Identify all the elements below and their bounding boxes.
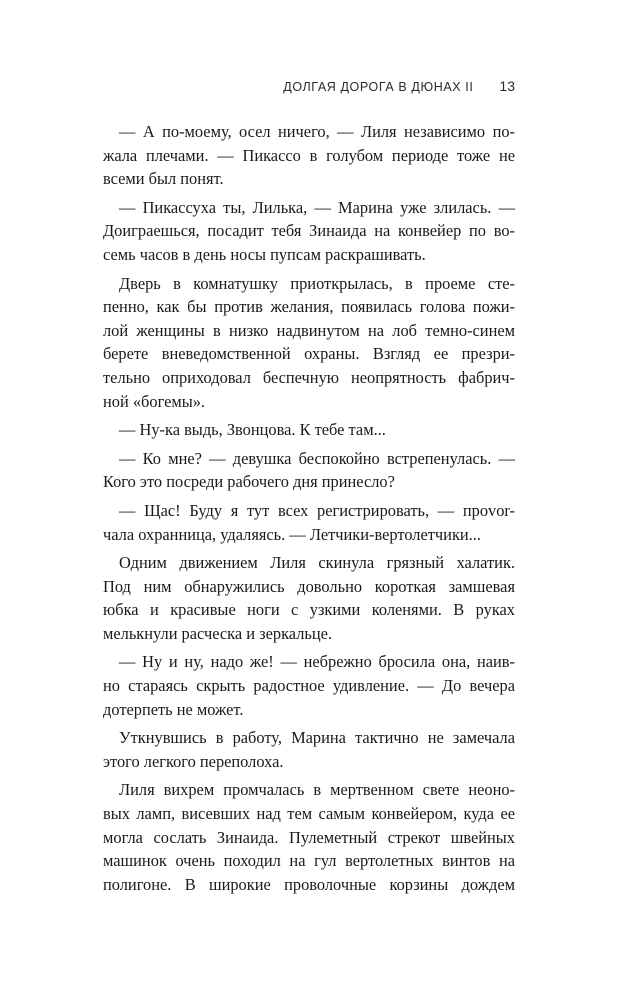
body-text (103, 120, 515, 901)
text-line: ной «богемы». (103, 391, 206, 411)
page-number: 13 (499, 78, 515, 94)
text-line: — Ну и ну, надо же! — небрежно бросила она, наив- (119, 652, 515, 672)
text-line: этого легкого переполоха. (103, 751, 284, 771)
paragraph (103, 778, 515, 896)
text-line: лой женщины в низко надвинутом на лоб темно-синем (103, 320, 515, 340)
text-line: — Ну-ка выдь, Звонцова. К тебе там... (119, 420, 386, 440)
paragraph (103, 499, 515, 546)
text-line: юбка и красивые ноги с узкими коленями. В руках (103, 600, 515, 620)
text-line: Кого это посреди рабочего дня принесло? (103, 472, 395, 492)
text-line: берете вневедомственной охраны. Взгляд ее презри- (103, 344, 515, 364)
paragraph (103, 418, 515, 442)
text-line: — Ко мне? — девушка беспокойно встрепенулась. — (119, 448, 515, 468)
running-head-title: ДОЛГАЯ ДОРОГА В ДЮНАХ II (283, 80, 474, 94)
text-line: Дверь в комнатушку приоткрылась, в проеме сте- (119, 273, 515, 293)
text-line: вых ламп, висевших над тем самым конвейером, куда ее (103, 804, 515, 824)
text-line: но стараясь скрыть радостное удивление. — До вечера (103, 676, 515, 696)
paragraph (103, 272, 515, 414)
paragraph (103, 447, 515, 494)
text-line: Лиля вихрем промчалась в мертвенном свете неоно- (119, 780, 515, 800)
text-line: могла сослать Зинаида. Пулеметный стрекот швейных (103, 827, 515, 847)
paragraph (103, 196, 515, 267)
text-line: Уткнувшись в работу, Марина тактично не замечала (119, 728, 515, 748)
paragraph (103, 650, 515, 721)
text-line: всеми был понят. (103, 169, 224, 189)
text-line: Одним движением Лиля скинула грязный халатик. (119, 553, 515, 573)
running-head (283, 78, 515, 94)
text-line: полигоне. В широкие проволочные корзины дождем (103, 874, 515, 894)
text-line: машинок очень походил на гул вертолетных винтов на (103, 851, 515, 871)
text-line: Под ним обнаружились довольно короткая замшевая (103, 576, 515, 596)
text-line: жала плечами. — Пикассо в голубом периоде тоже не (103, 145, 515, 165)
paragraph (103, 551, 515, 645)
text-line: чала охранница, удаляясь. — Летчики-вертолетчики... (103, 524, 481, 544)
text-line: семь часов в день носы пупсам раскрашивать. (103, 244, 426, 264)
text-line: Доиграешься, посадит тебя Зинаида на конвейер по во- (103, 221, 515, 241)
text-line: — А по-моему, осел ничего, — Лиля независимо по- (119, 122, 515, 141)
text-line: мелькнули расческа и зеркальце. (103, 623, 333, 643)
text-line: — Щас! Буду я тут всех регистрировать, — проvor- (119, 500, 515, 520)
text-line: дотерпеть не может. (103, 699, 244, 719)
text-line: тельно оприходовал беспечную неопрятность фабрич- (103, 367, 515, 387)
paragraph (103, 726, 515, 773)
paragraph (103, 120, 515, 191)
text-line: — Пикассуха ты, Лилька, — Марина уже злилась. — (119, 197, 515, 217)
text-line: пенно, как бы против желания, появилась голова пожи- (103, 297, 515, 317)
